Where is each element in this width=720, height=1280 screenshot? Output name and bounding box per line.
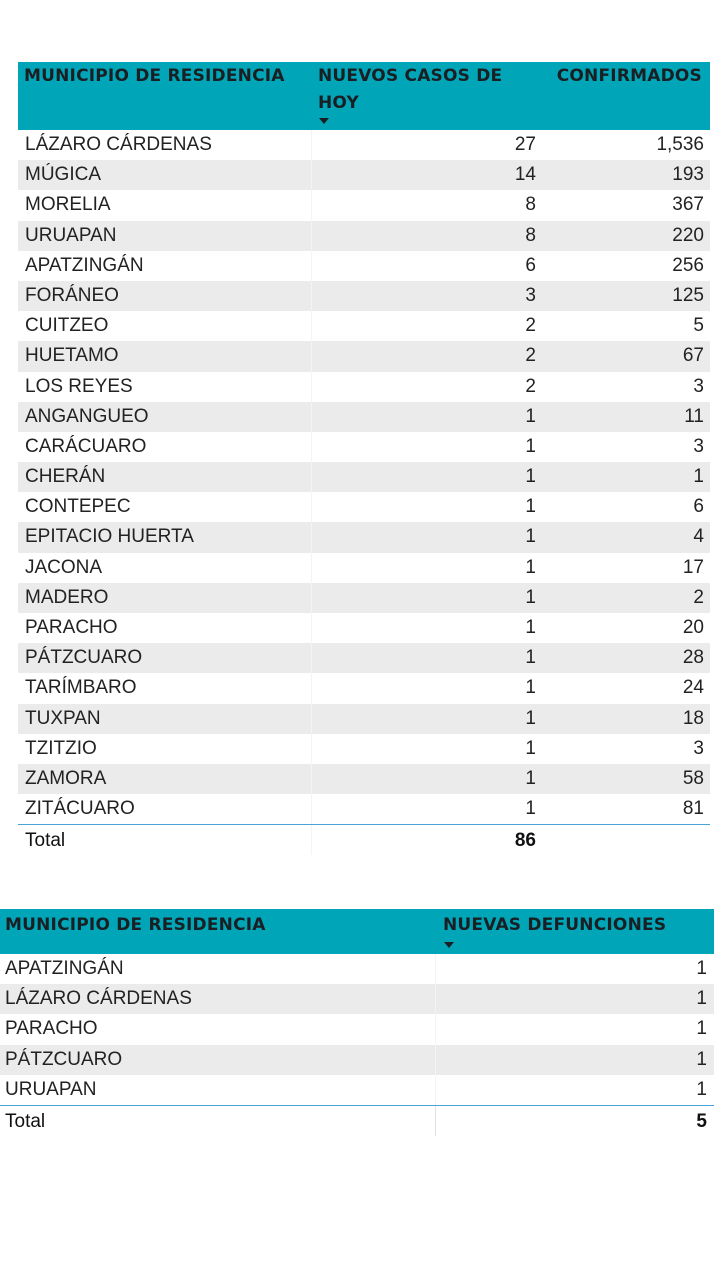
cell-nuevos: 1 — [525, 466, 536, 488]
table-row[interactable] — [18, 764, 710, 794]
cell-nuevos: 1 — [525, 767, 536, 789]
table-row[interactable] — [18, 553, 710, 583]
cell-municipio: MORELIA — [25, 194, 111, 216]
cell-confirmados: 220 — [672, 224, 704, 246]
table-row[interactable] — [0, 1014, 714, 1044]
cell-municipio: URUAPAN — [25, 224, 117, 246]
cell-municipio: PARACHO — [25, 617, 118, 638]
cell-nuevos: 2 — [525, 345, 536, 367]
sort-descending-icon[interactable] — [319, 118, 329, 124]
cell-confirmados: 5 — [693, 315, 704, 337]
cell-nuevos: 2 — [525, 315, 536, 337]
cell-municipio: ZITÁCUARO — [25, 798, 135, 820]
cases-table — [18, 62, 710, 855]
cell-confirmados: 1,536 — [656, 134, 704, 155]
cell-municipio: URUAPAN — [5, 1078, 97, 1100]
cell-confirmados: 367 — [672, 194, 704, 216]
cell-defunciones: 1 — [696, 988, 707, 1010]
table-row[interactable] — [18, 251, 710, 281]
cell-municipio: EPITACIO HUERTA — [25, 526, 194, 548]
cell-municipio: CUITZEO — [25, 315, 109, 337]
cell-nuevos: 1 — [525, 737, 536, 759]
table-row[interactable] — [18, 130, 710, 160]
cell-defunciones: 1 — [696, 958, 707, 979]
cell-municipio: TZITZIO — [25, 737, 97, 759]
total-label: Total — [25, 830, 66, 852]
table-row[interactable] — [18, 281, 710, 311]
table-row[interactable] — [18, 673, 710, 703]
cell-confirmados: 18 — [682, 707, 704, 729]
cell-nuevos: 1 — [525, 707, 536, 729]
cell-nuevos: 1 — [525, 586, 536, 608]
cell-municipio: LÁZARO CÁRDENAS — [5, 988, 192, 1010]
table-row[interactable] — [18, 522, 710, 552]
header-confirmados[interactable]: CONFIRMADOS — [556, 66, 702, 86]
cell-municipio: PÁTZCUARO — [25, 647, 143, 669]
deaths-table-body — [0, 954, 714, 1105]
cell-nuevos: 8 — [525, 224, 536, 246]
cell-municipio: CARÁCUARO — [25, 435, 147, 457]
table-row[interactable] — [18, 311, 710, 341]
header-nuevos-line1: NUEVOS CASOS DE — [318, 66, 503, 86]
cell-nuevos: 1 — [525, 798, 536, 820]
table-row[interactable] — [18, 794, 710, 824]
cell-nuevos: 2 — [525, 375, 536, 397]
header-nuevos-casos[interactable] — [318, 63, 502, 117]
cell-municipio: CONTEPEC — [25, 496, 131, 518]
cell-confirmados: 11 — [684, 405, 704, 427]
cell-municipio: TUXPAN — [25, 707, 101, 729]
cell-municipio: LOS REYES — [25, 375, 133, 397]
cell-municipio: ZAMORA — [25, 767, 107, 789]
cell-municipio: MADERO — [25, 586, 109, 608]
table-row[interactable] — [18, 583, 710, 613]
table-row[interactable] — [18, 492, 710, 522]
cell-nuevos: 1 — [525, 435, 536, 457]
cell-nuevos: 6 — [525, 254, 536, 276]
cell-confirmados: 17 — [682, 556, 704, 578]
cell-municipio: PARACHO — [5, 1018, 98, 1040]
cell-confirmados: 28 — [682, 647, 704, 669]
table-row[interactable] — [0, 1075, 714, 1105]
table-row[interactable] — [18, 432, 710, 462]
table-row[interactable] — [18, 643, 710, 673]
cell-nuevos: 1 — [525, 677, 536, 699]
cell-municipio: APATZINGÁN — [5, 958, 124, 979]
header-municipio[interactable]: MUNICIPIO DE RESIDENCIA — [24, 66, 285, 86]
header-municipio[interactable]: MUNICIPIO DE RESIDENCIA — [5, 915, 266, 935]
table-row[interactable] — [0, 954, 714, 984]
cell-confirmados: 3 — [693, 435, 704, 457]
table-row[interactable] — [18, 613, 710, 643]
cell-defunciones: 1 — [696, 1078, 707, 1100]
table-row[interactable] — [18, 402, 710, 432]
cell-nuevos: 1 — [525, 405, 536, 427]
total-defunciones: 5 — [696, 1110, 707, 1132]
cell-municipio: CHERÁN — [25, 466, 106, 488]
cell-municipio: MÚGICA — [25, 164, 101, 186]
cell-municipio: ANGANGUEO — [25, 405, 149, 427]
cell-municipio: PÁTZCUARO — [5, 1048, 123, 1070]
cell-confirmados: 125 — [672, 284, 704, 306]
cell-municipio: FORÁNEO — [25, 284, 119, 306]
deaths-table-total-row — [0, 1105, 714, 1136]
cell-nuevos: 8 — [525, 194, 536, 216]
total-label: Total — [5, 1110, 46, 1132]
table-row[interactable] — [0, 984, 714, 1014]
cell-confirmados: 67 — [682, 345, 704, 367]
cell-municipio: JACONA — [25, 556, 103, 578]
table-row[interactable] — [18, 372, 710, 402]
header-nuevos-line2: HOY — [318, 93, 359, 113]
cases-table-total-row — [18, 824, 710, 855]
cell-confirmados: 2 — [693, 586, 704, 608]
table-row[interactable] — [18, 160, 710, 190]
cell-nuevos: 3 — [525, 284, 536, 306]
cell-confirmados: 81 — [682, 798, 704, 820]
total-nuevos: 86 — [514, 830, 536, 852]
cell-confirmados: 58 — [682, 767, 704, 789]
deaths-table-header — [0, 909, 714, 954]
cell-confirmados: 193 — [672, 164, 704, 186]
sort-descending-icon[interactable] — [444, 942, 454, 948]
cell-nuevos: 27 — [514, 134, 536, 155]
table-row[interactable] — [0, 1045, 714, 1075]
cell-confirmados: 24 — [682, 677, 704, 699]
cell-nuevos: 1 — [525, 496, 536, 518]
cell-nuevos: 1 — [525, 526, 536, 548]
table-row[interactable] — [18, 704, 710, 734]
cell-confirmados: 256 — [672, 254, 704, 276]
cell-nuevos: 1 — [525, 556, 536, 578]
cell-municipio: APATZINGÁN — [25, 254, 144, 276]
cases-table-body — [18, 130, 710, 824]
deaths-table — [0, 909, 714, 1136]
cell-municipio: TARÍMBARO — [25, 677, 137, 699]
cell-confirmados: 3 — [693, 375, 704, 397]
table-row[interactable] — [18, 221, 710, 251]
table-row[interactable] — [18, 462, 710, 492]
cell-confirmados: 4 — [693, 526, 704, 548]
cell-confirmados: 6 — [693, 496, 704, 518]
cell-municipio: HUETAMO — [25, 345, 119, 367]
table-row[interactable] — [18, 190, 710, 220]
cell-nuevos: 14 — [514, 164, 536, 186]
cell-nuevos: 1 — [525, 617, 536, 638]
header-defunciones[interactable]: NUEVAS DEFUNCIONES — [443, 915, 667, 935]
table-row[interactable] — [18, 734, 710, 764]
cell-defunciones: 1 — [696, 1018, 707, 1040]
cases-table-header — [18, 62, 710, 130]
cell-defunciones: 1 — [696, 1048, 707, 1070]
cell-confirmados: 3 — [693, 737, 704, 759]
cell-municipio: LÁZARO CÁRDENAS — [25, 134, 212, 155]
cell-confirmados: 1 — [693, 466, 704, 488]
table-row[interactable] — [18, 341, 710, 371]
cell-nuevos: 1 — [525, 647, 536, 669]
cell-confirmados: 20 — [682, 617, 704, 638]
